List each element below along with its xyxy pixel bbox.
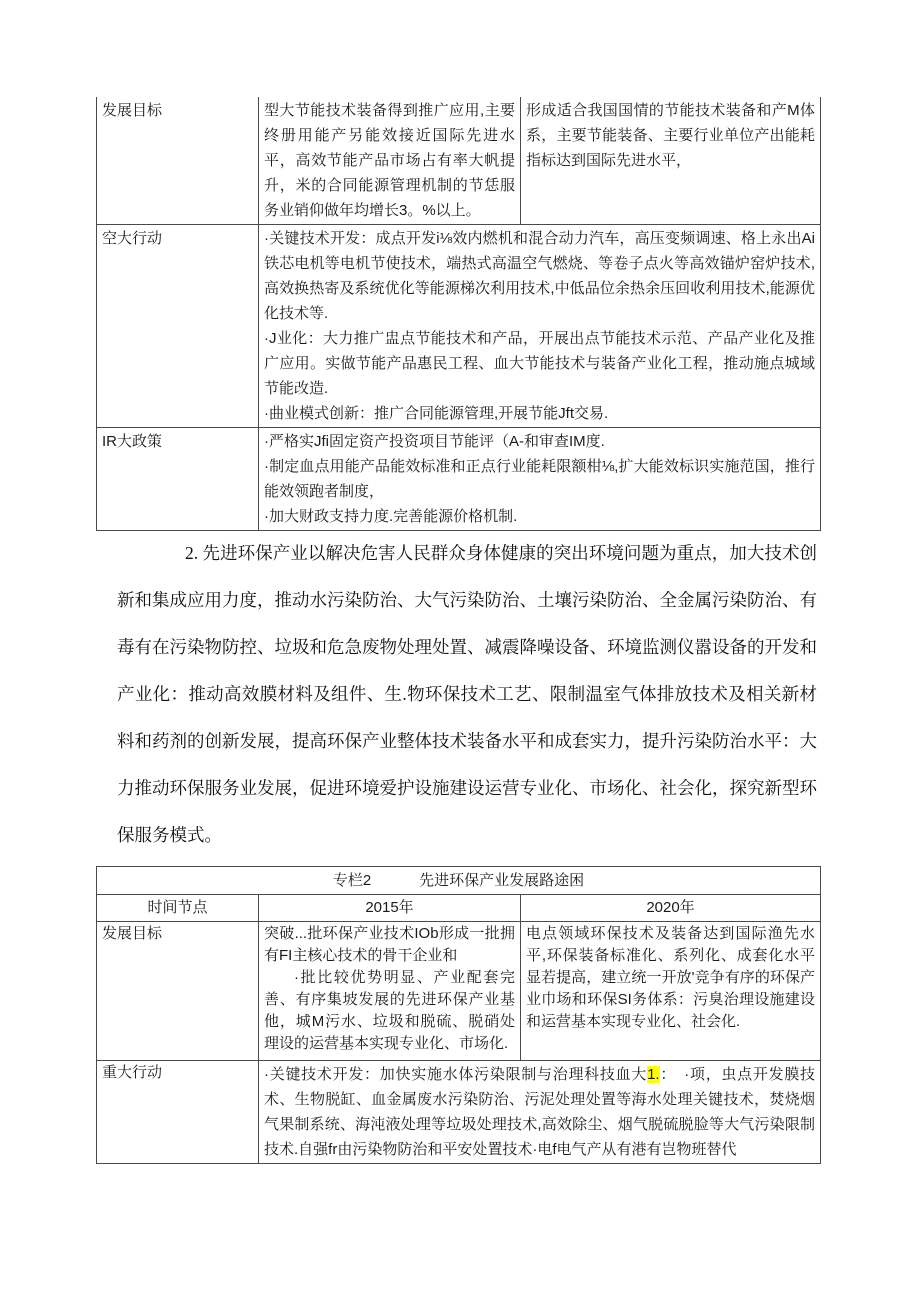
energy-policy-item: ·严格实Jfi固定资产投资项目节能评（A-和审查IM度. bbox=[264, 433, 605, 450]
env-action-text bbox=[264, 1062, 815, 1162]
column-header-2015: 2015年 bbox=[259, 895, 521, 922]
body-paragraph: 2. 先进环保产业以解决危害人民群众身体健康的突出环境问题为重点，加大技术创新和集成应用力度，推动水污染防治、大气污染防治、土壤污染防治、全金属污染防治、有毒有在污染物防控、垃圾和危急废物处理处置、减震降噪设备、环境监测仪嚣设备的开发和产业化：推动高效膜材料及组件、生.物环保技术工艺、限制温室气体排放技术及相关新材料和药剂的创新发展，提高环保产业整体技术装备水平和成套实力，提升污染防治水平：大力推动环保服务业发展，促进环境爱护设施建设运营专业化、市场化、社会化，探究新型环保服务模式。 bbox=[117, 543, 817, 845]
column-header-2020: 2020年 bbox=[521, 895, 821, 922]
row-label-development-goal: 发展目标 bbox=[97, 922, 259, 1061]
env-goal-2015-cell bbox=[259, 922, 521, 1061]
table-caption bbox=[97, 867, 821, 895]
env-goal-2015-paragraph: 突破...批环保产业技术IOb形成一批拥有FI主核心技术的骨干企业和 bbox=[264, 925, 515, 964]
energy-action-cell bbox=[259, 225, 821, 428]
energy-goal-2020-text: 形成适合我国国情的节能技术装备和产M体系，主要节能装备、主要行业单位产出能耗指标达到国际先进水平， bbox=[526, 102, 815, 169]
energy-action-item: ·J业化：大力推广盅点节能技术和产品，开展出点节能技术示范、产品产业化及推广应用。实做节能产品惠民工程、血大节能技术与装备产业化工程，推动施点城域节能改造. bbox=[264, 330, 815, 397]
env-action-cell bbox=[259, 1061, 821, 1164]
env-goal-2020-cell bbox=[521, 922, 821, 1061]
energy-policy-item: ·制定血点用能产品能效标准和正点行业能耗限额柑⅛,扩大能效标识实施范国，推行能效领跑者制度， bbox=[264, 458, 815, 500]
energy-action-item: ·关键技术开发：成点开发i⅛效内燃机和混合动力汽车，高压变频调速、格上永出Ai铁芯电机等电机节使技术，端热式高温空气燃烧、等卷子点火等高效锚炉窑炉技术,高效换热寄及系统优化等能源梯次利用技术,中低品位余热余压回收利用技术,能源优化技术等. bbox=[264, 230, 815, 322]
table-caption-label: 专栏2 bbox=[332, 871, 372, 889]
energy-policy-item: ·加大财政支持力度.完善能源价格机制. bbox=[264, 508, 518, 525]
energy-goal-2015-text: 型大节能技术装备得到推广应用,主要终册用能产另能效接近国际先进水平，高效节能产品市场占有率大帆提升，米的合同能源管理机制的节恁服务业销仰做年均增长3。%以上。 bbox=[264, 102, 515, 219]
row-label-development-goal: 发展目标 bbox=[97, 97, 259, 225]
row-label-major-policy: IR大政策 bbox=[97, 428, 259, 531]
energy-policy-cell bbox=[259, 428, 821, 531]
row-label-major-action: 空大行动 bbox=[97, 225, 259, 428]
env-action-text-before: ·关键技术开发：加快实施水体污染限制与治理科技血大 bbox=[264, 1066, 648, 1083]
table-caption-title: 先进环保产业发展路途困 bbox=[419, 871, 585, 889]
env-industry-table bbox=[96, 866, 821, 1164]
env-action-text-after: ： ·项，虫点开发膜技术、生物脱缸、血金属废水污染防治、污泥处理处置等海水处理关键技术，焚烧烟气果制系统、海沌液处理等垃圾处理技术,高效除尘、烟气脱硫脱脸等大气污染限制技术.自强fr由污染物防治和平安处置技术·电f电气产从有港有岂物班替代 bbox=[264, 1066, 816, 1158]
env-goal-2015-paragraph: ·批比较优势明显、产业配套完善、有序集坡发展的先进环保产业基他，城M污水、垃圾和脱硫、脱硝处理设的运营基本实现专业化、市场化. bbox=[264, 969, 515, 1052]
column-header-time-node: 时间节点 bbox=[97, 895, 259, 922]
row-label-major-action: 重大行动 bbox=[97, 1061, 259, 1164]
energy-development-table bbox=[96, 97, 821, 531]
energy-action-item: ·曲业模式创新：推广合同能源管理,开展节能Jft交易. bbox=[264, 405, 609, 422]
energy-goal-2020-cell bbox=[521, 97, 821, 225]
env-goal-2020-text: 电点领域环保技术及装备达到国际渔先水平,环保装备标准化、系列化、成套化水平显若提高，建立统一开放'竞争有序的环保产业巾场和环保SI务体系：污臭治理设施建设和运营基本实现专业化、社会化. bbox=[526, 925, 816, 1030]
highlighted-text: 1. bbox=[647, 1066, 660, 1083]
energy-goal-2015-cell bbox=[259, 97, 521, 225]
